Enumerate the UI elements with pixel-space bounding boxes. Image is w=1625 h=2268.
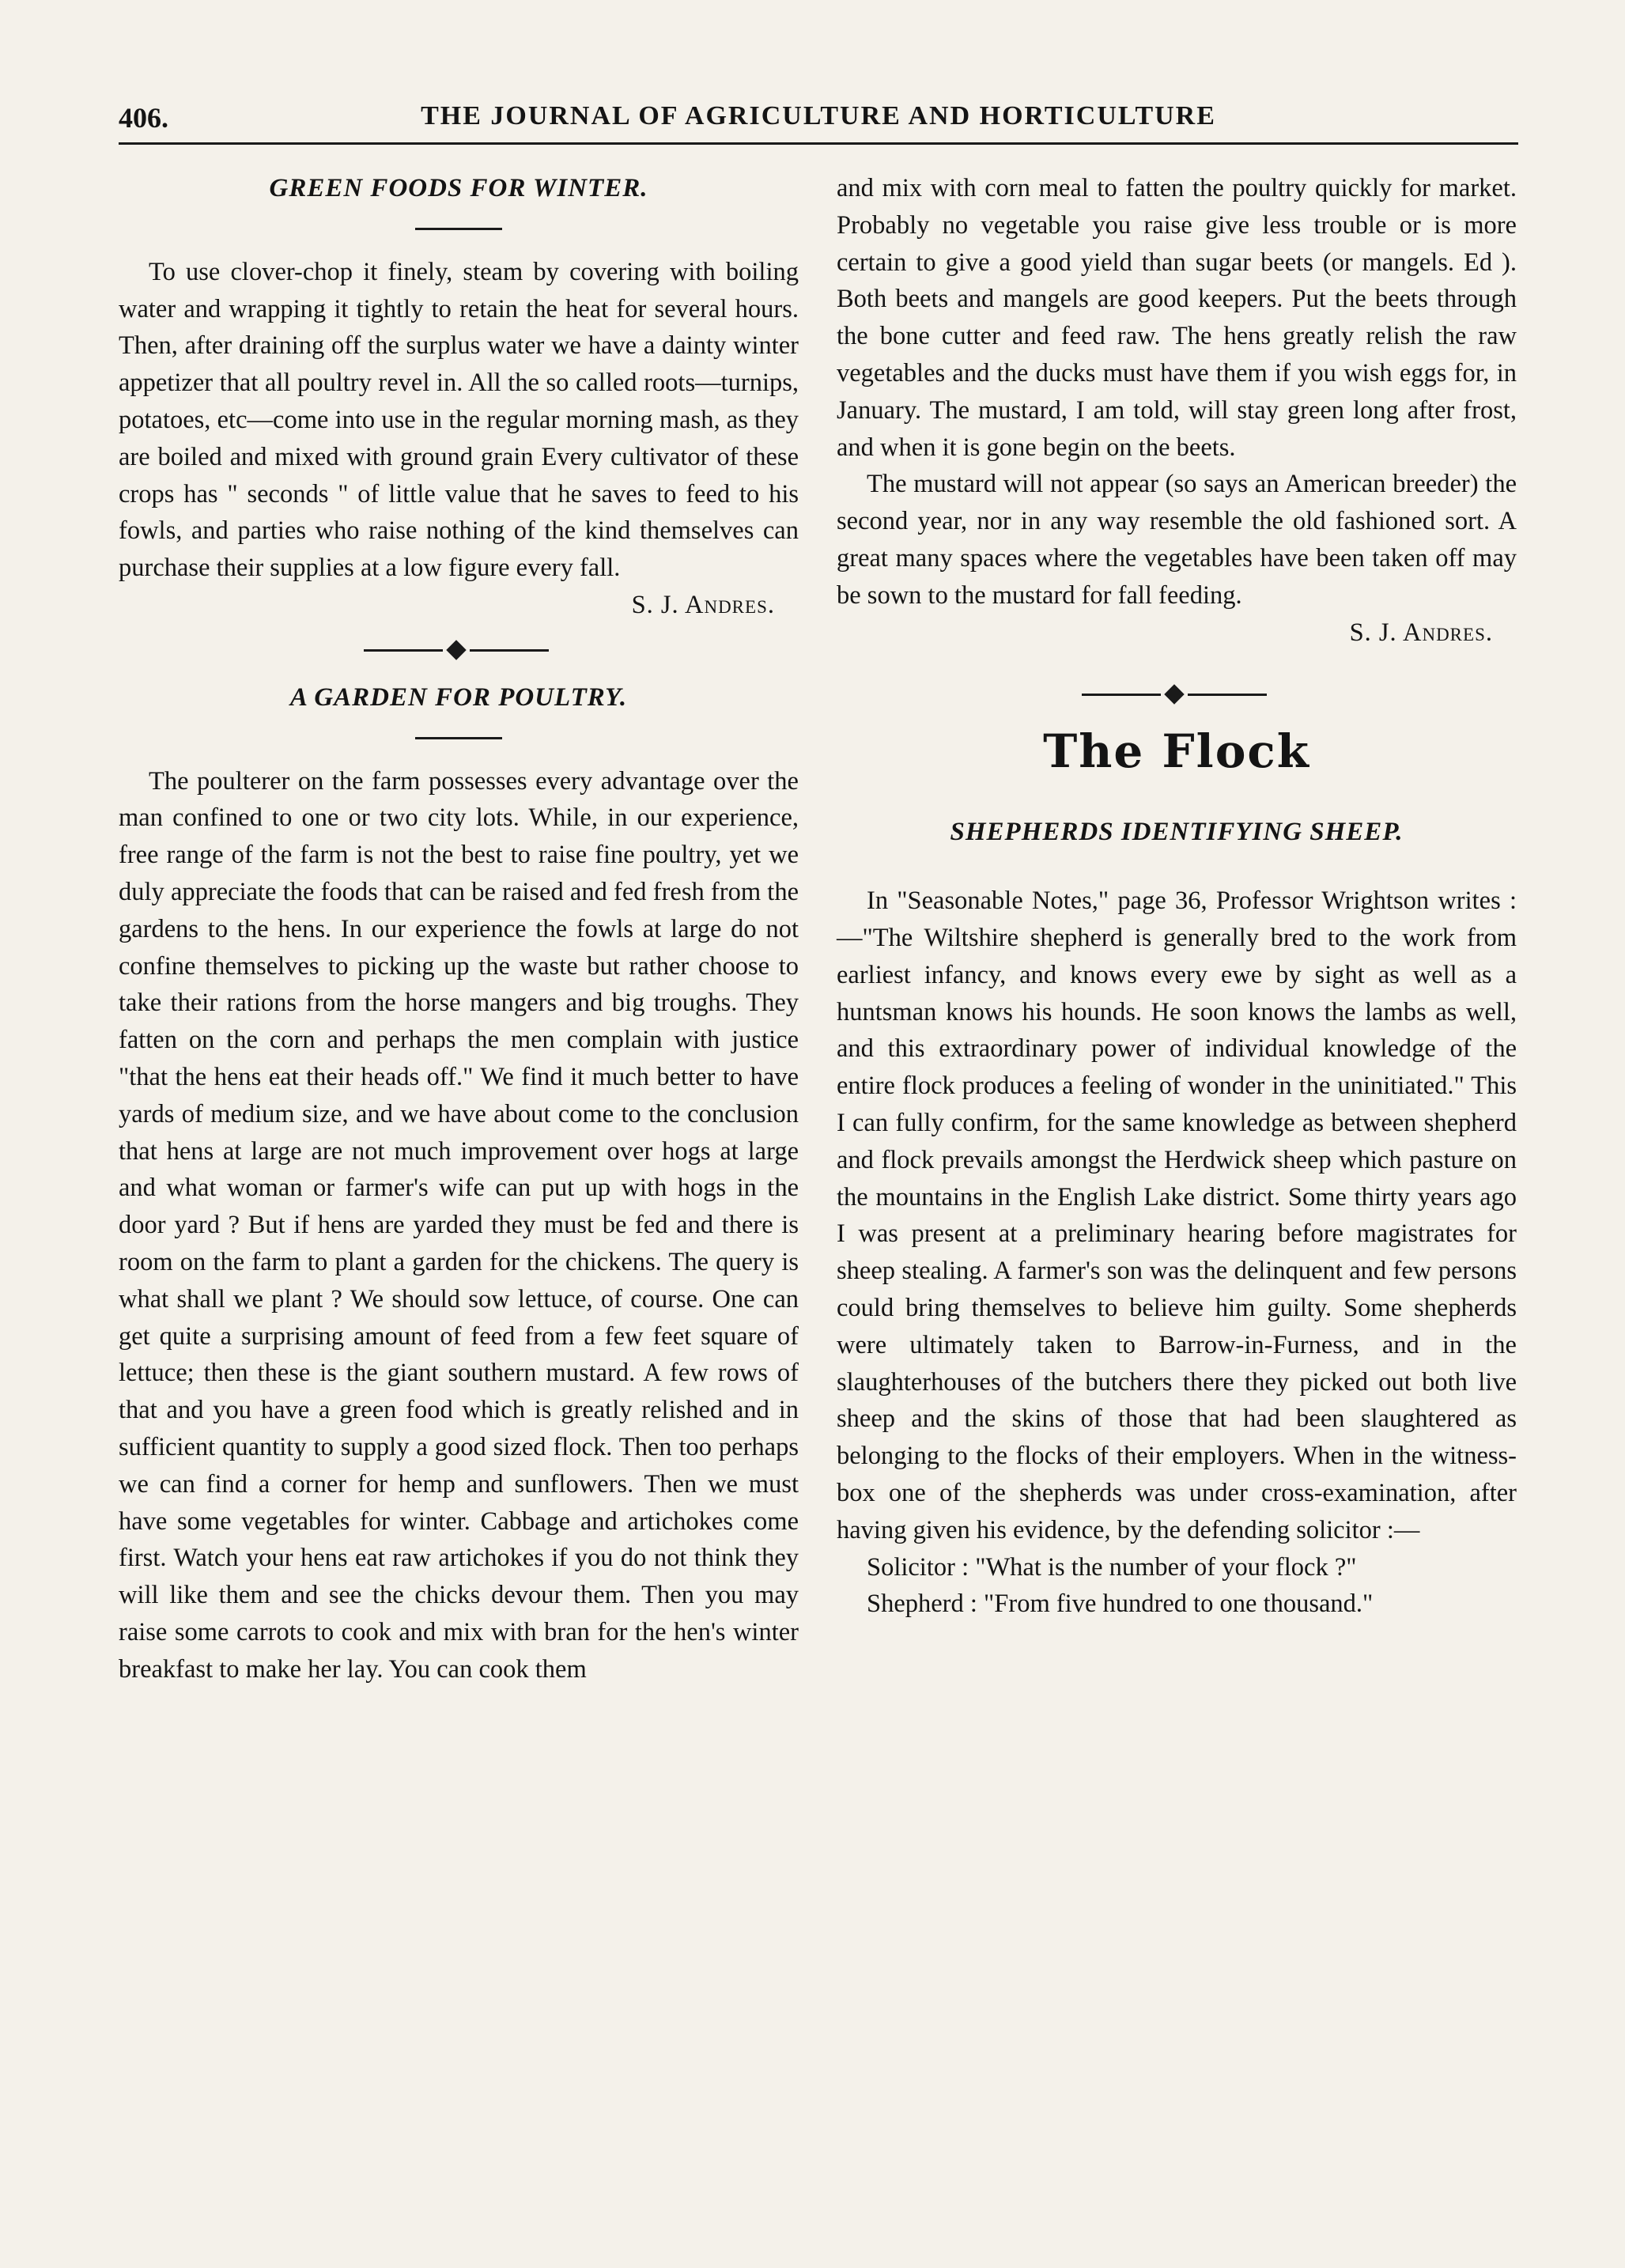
article-shepherds-identifying-sheep <box>837 814 1517 1623</box>
article-continuation <box>837 170 1517 651</box>
article-title: GREEN FOODS FOR WINTER. <box>269 174 648 202</box>
section-divider-ornament <box>364 638 554 662</box>
left-column <box>119 170 799 1688</box>
author-signature: S. J. Andres. <box>631 590 775 619</box>
section-title: The Flock <box>1043 724 1310 779</box>
page-header <box>119 95 1518 145</box>
title-rule <box>415 228 502 230</box>
article-paragraph: To use clover-chop it finely, steam by covering with boiling water and wrapping it tightly to retain the heat for several hours. Then, after draining off the surplus water we have a dainty winter appetizer that all poultry revel in. All the so called roots—turnips, potatoes, etc—come into use in the regular morning mash, as they are boiled and mixed with ground grain Every cultivator of these crops has " seconds " of little value that he saves to feed to his fowls, and parties who raise nothing of the kind themselves can purchase their supplies at a low figure every fall. <box>119 257 799 583</box>
dialogue-line: Shepherd : "From five hundred to one thousand." <box>867 1589 1374 1619</box>
article-paragraph: The poulterer on the farm possesses every advantage over the man confined to one or two city lots. While, in our experience, free range of the farm is not the best to raise fine poultry, yet we duly appreciate the foods that can be raised and fed fresh from the gardens to the hens. In our experience the fowls at large do not confine themselves to picking up the waste but rather choose to take their rations from the horse mangers and big troughs. They fatten on the corn and perhaps the men complain with justice "that the hens eat their heads off." We find it much better to have yards of medium size, and we have about come to the conclusion that hens at large are not much improvement over hogs at large and what woman or farmer's wife can put up with hogs in the door yard ? But if hens are yarded they must be fed and there is room on the farm to plant a garden for the chickens. The query is what shall we plant ? We should sow lettuce, of course. One can get quite a surprising amount of feed from a few feet square of lettuce; then these is the giant southern mustard. A few rows of that and you have a green food which is greatly relished and in sufficient quantity to supply a good sized flock. Then too perhaps we can find a corner for hemp and sunflowers. Then we must have some vegetables for winter. Cabbage and artichokes come first. Watch your hens eat raw artichokes if you do not think they will like them and see the chicks devour them. Then you may raise some carrots to cook and mix with bran for the hen's winter breakfast to make her lay. You can cook them <box>119 766 799 1684</box>
running-title: THE JOURNAL OF AGRICULTURE AND HORTICULTURE <box>421 101 1216 130</box>
title-rule <box>415 737 502 739</box>
right-column <box>837 170 1517 1623</box>
article-title: A GARDEN FOR POULTRY. <box>289 682 628 712</box>
article-garden-for-poultry <box>119 679 799 1688</box>
author-signature: S. J. Andres. <box>1349 618 1493 647</box>
dialogue-line: Solicitor : "What is the number of your flock ?" <box>867 1552 1357 1582</box>
article-paragraph: In "Seasonable Notes," page 36, Professor Wrightson writes :—"The Wiltshire shepherd is generally bred to the work from earliest infancy, and knows every ewe by sight as well as a huntsman knows his hounds. He soon knows the lambs as well, and this extraordinary power of individual knowledge of the entire flock produces a feeling of wonder in the uninitiated." This I can fully confirm, for the same knowledge as between shepherd and flock prevails amongst the Herdwick sheep which pasture on the mountains in the English Lake district. Some thirty years ago I was present at a preliminary hearing before magistrates for sheep stealing. A farmer's son was the delinquent and few persons could bring themselves to believe him guilty. Some shepherds were ultimately taken to Barrow-in-Furness, and in the slaughterhouses of the butchers there they picked out both live sheep and the skins of those that had been slaughtered as belonging to the flocks of their employers. When in the witness-box one of the shepherds was under cross-examination, after having given his evidence, by the defending solicitor :— <box>837 886 1517 1544</box>
article-green-foods <box>119 170 799 624</box>
section-divider-ornament <box>1082 682 1272 706</box>
page-number: 406. <box>119 102 168 134</box>
article-title: SHEPHERDS IDENTIFYING SHEEP. <box>950 818 1404 847</box>
article-paragraph: The mustard will not appear (so says an American breeder) the second year, nor in any way resemble the old fashioned sort. A great many spaces where the vegetables have been taken off may be sown to the mustard for fall feeding. <box>837 470 1517 610</box>
article-paragraph: and mix with corn meal to fatten the poultry quickly for market. Probably no vegetable you raise give less trouble or is more certain to give a good yield than sugar beets (or mangels. Ed ). Both beets and mangels are good keepers. Put the beets through the bone cutter and feed raw. The hens greatly relish the raw vegetables and the ducks must have them if you wish eggs for, in January. The mustard, I am told, will stay green long after frost, and when it is gone begin on the beets. <box>837 174 1517 462</box>
